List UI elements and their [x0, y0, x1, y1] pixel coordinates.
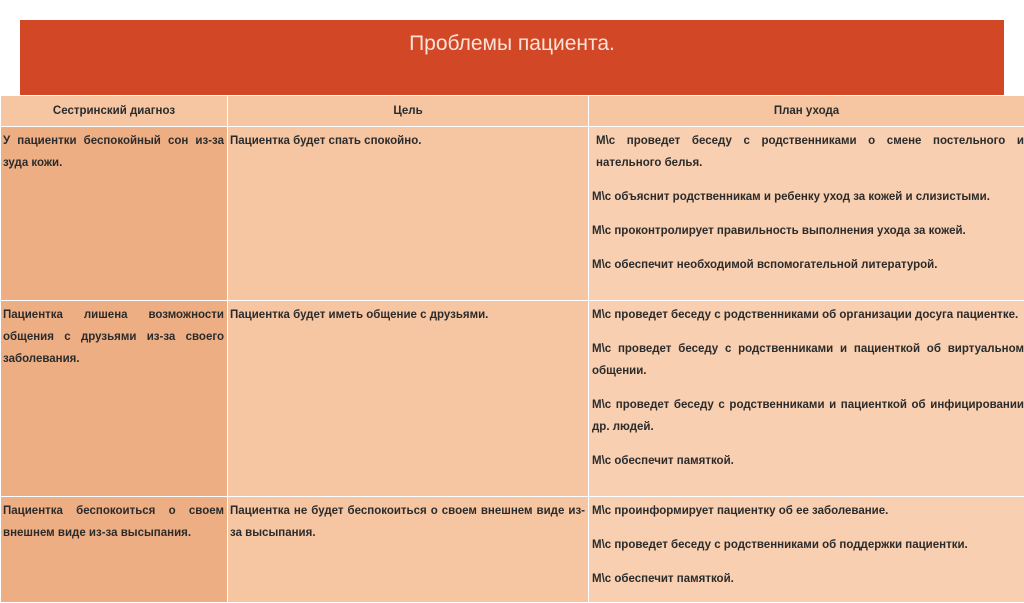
plan-cell: [589, 127, 1024, 301]
diagnosis-cell: Пациентка лишена возможности общения с друзьями из-за своего заболевания.: [1, 301, 228, 497]
header-goal: Цель: [228, 96, 589, 127]
plan-item: М\с проведет беседу с родственниками об поддержки пациентки.: [592, 534, 1024, 556]
diagnosis-cell: У пациентки беспокойный сон из-за зуда кожи.: [1, 127, 228, 301]
plan-item: М\с обеспечит необходимой вспомогательной литературой.: [592, 254, 1024, 276]
plan-item: М\с объяснит родственникам и ребенку уход за кожей и слизистыми.: [592, 186, 1024, 208]
plan-item: М\с проведет беседу с родственниками и пациенткой об виртуальном общении.: [592, 338, 1024, 382]
goal-cell: Пациентка не будет беспокоиться о своем внешнем виде из-за высыпания.: [228, 497, 589, 603]
table-row: [1, 497, 1024, 603]
header-diagnosis: Сестринский диагноз: [1, 96, 228, 127]
table-row: [1, 301, 1024, 497]
diagnosis-cell: Пациентка беспокоиться о своем внешнем виде из-за высыпания.: [1, 497, 228, 603]
plan-item: М\с проведет беседу с родственниками и пациенткой об инфицировании др. людей.: [592, 394, 1024, 438]
care-plan-table: [0, 95, 1024, 603]
table-header-row: [1, 96, 1024, 127]
page-title: Проблемы пациента.: [20, 32, 1004, 56]
plan-item: М\с проведет беседу с родственниками об организации досуга пациентке.: [592, 304, 1024, 326]
plan-item: М\с обеспечит памяткой.: [592, 450, 1024, 472]
goal-cell: Пациентка будет иметь общение с друзьями.: [228, 301, 589, 497]
header-plan: План ухода: [589, 96, 1024, 127]
plan-item: М\с проконтролирует правильность выполнения ухода за кожей.: [592, 220, 1024, 242]
table-row: [1, 127, 1024, 301]
goal-cell: Пациентка будет спать спокойно.: [228, 127, 589, 301]
plan-item: М\с проинформирует пациентку об ее заболевание.: [592, 500, 1024, 522]
title-banner: [20, 20, 1004, 95]
plan-cell: [589, 497, 1024, 603]
plan-item: М\с обеспечит памяткой.: [592, 568, 1024, 590]
plan-item: М\с проведет беседу с родственниками о смене постельного и нательного белья.: [592, 130, 1024, 174]
plan-cell: [589, 301, 1024, 497]
